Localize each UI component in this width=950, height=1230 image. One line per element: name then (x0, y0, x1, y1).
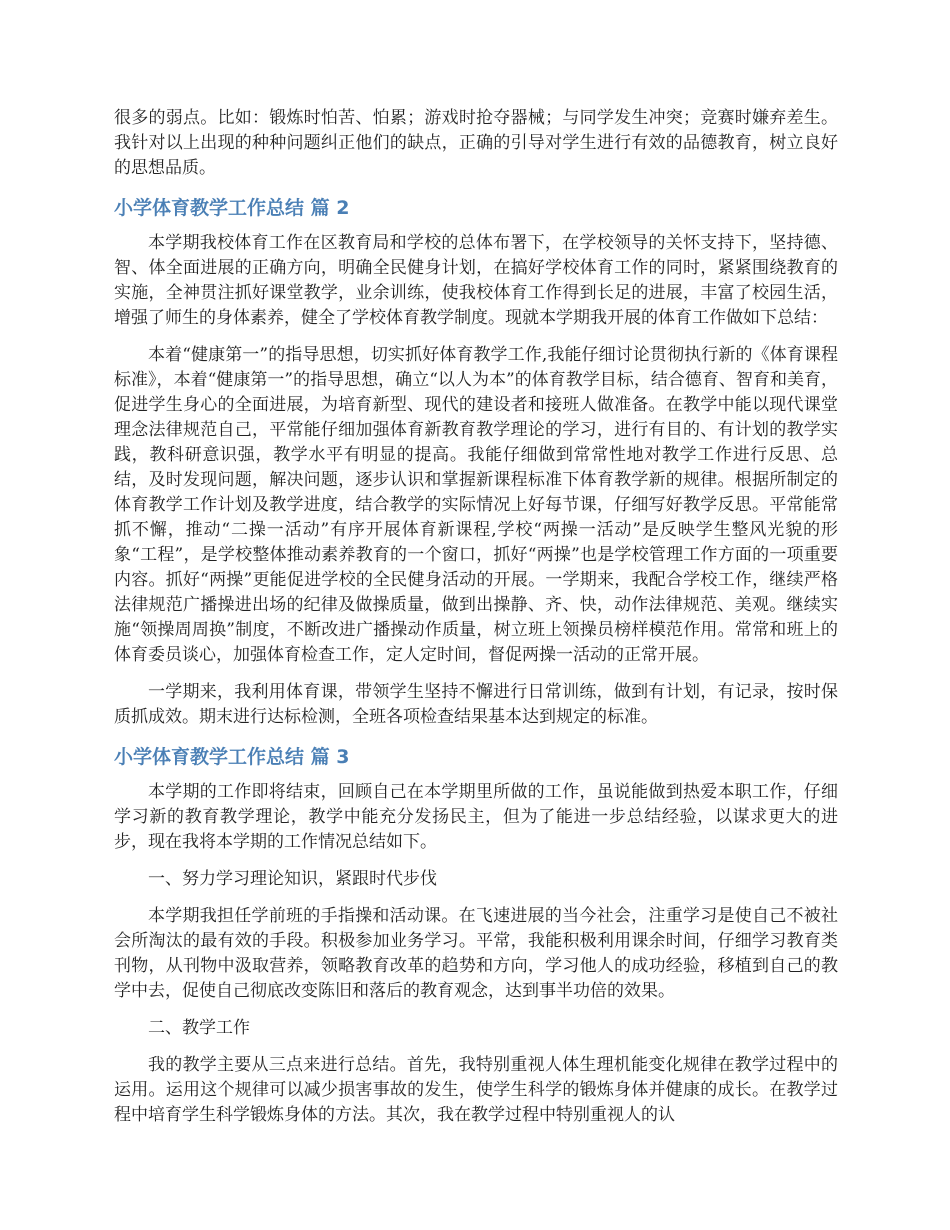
subheading: 二、教学工作 (148, 1018, 250, 1038)
paragraph: 我的教学主要从三点来进行总结。首先，我特别重视人体生理机能变化规律在教学过程中的运用。运用这个规律可以减少损害事故的发生，使学生科学的锻炼身体并健康的成长。在教学过程中培育学生科学锻炼身体的方法。其次，我在教学过程中特别重视人的认 (114, 1055, 838, 1125)
paragraph: 一学期来，我利用体育课，带领学生坚持不懈进行日常训练，做到有计划，有记录，按时保质抓成效。期末进行达标检测，全班各项检查结果基本达到规定的标准。 (114, 682, 838, 727)
paragraph: 本着“健康第一”的指导思想，切实抓好体育教学工作,我能仔细讨论贯彻执行新的《体育课程标准》，本着“健康第一”的指导思想，确立“以人为本”的体育教学目标，结合德育、智育和美育，促进学生身心的全面进展，为培育新型、现代的建设者和接班人做准备。在教学中能以现代课堂理念法律规范自己，平常能仔细加强体育新教育教学理论的学习，进行有目的、有计划的教学实践，教科研意识强，教学水平有明显的提高。我能仔细做到常常性地对教学工作进行反思、总结，及时发现问题，解决问题，逐步认识和掌握新课程标准下体育教学新的规律。根据所制定的体育教学工作计划及教学进度，结合教学的实际情况上好每节课，仔细写好教学反思。平常能常抓不懈，推动“二操一活动”有序开展体育新课程,学校“两操一活动”是反映学生整风光貌的形象“工程”，是学校整体推动素养教育的一个窗口，抓好“两操”也是学校管理工作方面的一项重要内容。抓好“两操”更能促进学校的全民健身活动的开展。一学期来，我配合学校工作，继续严格法律规范广播操进出场的纪律及做操质量，做到出操静、齐、快，动作法律规范、美观。继续实施“领操周周换”制度，不断改进广播操动作质量，树立班上领操员榜样模范作用。常常和班上的体育委员谈心，加强体育检查工作，定人定时间，督促两操一活动的正常开展。 (114, 345, 838, 665)
section-heading-3: 小学体育教学工作总结 篇 3 (114, 746, 350, 768)
document-body (114, 106, 838, 1140)
subheading: 一、努力学习理论知识，紧跟时代步伐 (148, 869, 437, 889)
section-heading-2: 小学体育教学工作总结 篇 2 (114, 197, 350, 219)
intro-paragraph: 很多的弱点。比如：锻炼时怕苦、怕累；游戏时抢夺器械；与同学发生冲突；竞赛时嫌弃差生。我针对以上出现的种种问题纠正他们的缺点，正确的引导对学生进行有效的品德教育，树立良好的思想品质。 (114, 108, 838, 178)
paragraph: 本学期我校体育工作在区教育局和学校的总体布署下，在学校领导的关怀支持下，坚持德、智、体全面进展的正确方向，明确全民健身计划，在搞好学校体育工作的同时，紧紧围绕教育的实施，全神贯注抓好课堂教学，业余训练，使我校体育工作得到长足的进展，丰富了校园生活，增强了师生的身体素养，健全了学校体育教学制度。现就本学期我开展的体育工作做如下总结： (114, 233, 838, 328)
paragraph: 本学期我担任学前班的手指操和活动课。在飞速进展的当今社会，注重学习是使自己不被社会所淘汰的最有效的手段。积极参加业务学习。平常，我能积极利用课余时间，仔细学习教育类刊物，从刊物中汲取营养，领略教育改革的趋势和方向，学习他人的成功经验，移植到自己的教学中去，促使自己彻底改变陈旧和落后的教育观念，达到事半功倍的效果。 (114, 906, 838, 1001)
paragraph: 本学期的工作即将结束，回顾自己在本学期里所做的工作，虽说能做到热爱本职工作，仔细学习新的教育教学理论，教学中能充分发扬民主，但为了能进一步总结经验，以谋求更大的进步，现在我将本学期的工作情况总结如下。 (114, 782, 838, 852)
